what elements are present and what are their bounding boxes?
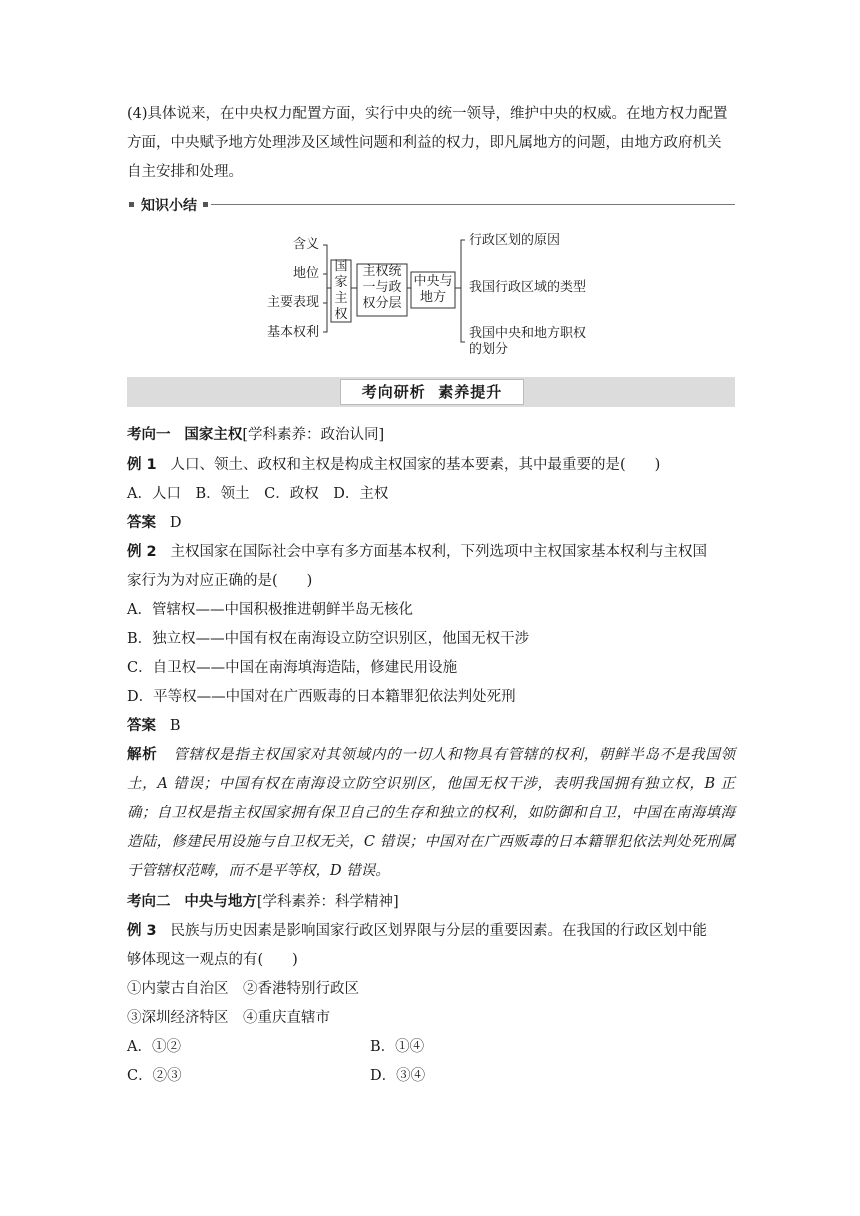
example-2-option-d: D．平等权——中国对在广西贩毒的日本籍罪犯依法判处死刑 bbox=[127, 689, 516, 705]
diagram-right-item: 我国中央和地方职权的划分 bbox=[469, 326, 587, 357]
section-heading-1 bbox=[127, 425, 384, 445]
section-heading-2 bbox=[127, 892, 399, 912]
banner-title bbox=[340, 379, 524, 405]
analysis-text: 管辖权是指主权国家对其领域内的一切人和物具有管辖的权利，朝鲜半岛不是我国领土，A 错误；中国有权在南海设立防空识别区，他国无权干涉，表明我国拥有独立权，B 正确；自卫权是指主权国家拥有保卫自己的生存和独立的权利，如防御和自卫，中国在南海填海造陆，修建民用设施与自卫权无关，C 错误；中国对在广西贩毒的日本籍罪犯依法判处死刑属于管辖权范畴，而不是平等权，D 错误。 bbox=[127, 747, 736, 879]
answer-label: 答案 bbox=[127, 515, 156, 531]
diagram-box-sovereignty: 国家主权 bbox=[334, 259, 348, 322]
diagram-left-item: 主要表现 bbox=[267, 295, 320, 310]
knowledge-summary-header bbox=[127, 195, 735, 215]
square-bullet-icon bbox=[129, 202, 134, 207]
question-text: 主权国家在国际社会中享有多方面基本权利，下列选项中主权国家基本权利与主权国 bbox=[170, 544, 707, 560]
answer-value: D bbox=[169, 515, 182, 531]
answer-label: 答案 bbox=[127, 718, 156, 734]
example-2-question-line-2: 家行为为对应正确的是( ) bbox=[127, 573, 313, 589]
knowledge-summary-diagram bbox=[255, 228, 615, 360]
square-bullet-icon bbox=[203, 202, 208, 207]
example-3-items-line-1: ①内蒙古自治区 ②香港特别行政区 bbox=[127, 981, 359, 997]
example-label: 例 2 bbox=[127, 544, 157, 560]
example-1-answer bbox=[127, 513, 181, 533]
example-3-question-line-2: 够体现这一观点的有( ) bbox=[127, 952, 298, 968]
section-tag: [学科素养：政治认同] bbox=[242, 427, 385, 443]
example-2-question-line-1 bbox=[127, 542, 707, 562]
header-rule bbox=[211, 204, 735, 205]
example-label: 例 3 bbox=[127, 923, 157, 939]
diagram-right-item: 行政区划的原因 bbox=[469, 233, 561, 248]
example-3-option-b: B．①④ bbox=[370, 1039, 425, 1055]
example-1-question bbox=[127, 455, 660, 475]
banner-right: 素养提升 bbox=[438, 383, 503, 401]
diagram-box-central-local: 中央与地方 bbox=[413, 274, 453, 305]
knowledge-summary-title: 知识小结 bbox=[141, 198, 197, 214]
example-2-option-a: A．管辖权——中国积极推进朝鲜半岛无核化 bbox=[127, 602, 413, 618]
example-3-option-d: D．③④ bbox=[370, 1068, 426, 1084]
section-banner bbox=[127, 377, 735, 407]
example-2-analysis bbox=[127, 741, 735, 886]
example-3-option-a: A．①② bbox=[127, 1039, 181, 1055]
question-text: 民族与历史因素是影响国家行政区划界限与分层的重要因素。在我国的行政区划中能 bbox=[170, 923, 707, 939]
section-label: 考向一 bbox=[127, 427, 171, 443]
example-1-options: A．人口 B．领土 C．政权 D．主权 bbox=[127, 486, 389, 502]
section-tag: [学科素养：科学精神] bbox=[256, 894, 399, 910]
analysis-label: 解析 bbox=[127, 747, 158, 763]
diagram-left-item: 含义 bbox=[293, 237, 320, 252]
section-title: 中央与地方 bbox=[184, 894, 257, 910]
diagram-box-unity: 主权统一与政权分层 bbox=[362, 264, 402, 311]
example-2-answer bbox=[127, 716, 180, 736]
intro-paragraph: (4)具体说来，在中央权力配置方面，实行中央的统一领导，维护中央的权威。在地方权力配置方面，中央赋予地方处理涉及区域性问题和利益的权力，即凡属地方的问题，由地方政府机关自主安排和处理。 bbox=[127, 106, 728, 180]
diagram-left-item: 地位 bbox=[293, 266, 320, 281]
banner-left: 考向研析 bbox=[361, 383, 426, 401]
question-text: 人口、领土、政权和主权是构成主权国家的基本要素，其中最重要的是( ) bbox=[170, 457, 661, 473]
example-3-question-line-1 bbox=[127, 921, 707, 941]
example-3-items-line-2: ③深圳经济特区 ④重庆直辖市 bbox=[127, 1010, 330, 1026]
section-label: 考向二 bbox=[127, 894, 171, 910]
example-2-option-c: C．自卫权——中国在南海填海造陆，修建民用设施 bbox=[127, 660, 458, 676]
diagram-left-item: 基本权利 bbox=[267, 325, 320, 340]
diagram-right-item: 我国行政区域的类型 bbox=[469, 280, 587, 295]
example-3-option-c: C．②③ bbox=[127, 1068, 182, 1084]
example-2-option-b: B．独立权——中国有权在南海设立防空识别区，他国无权干涉 bbox=[127, 631, 530, 647]
section-title: 国家主权 bbox=[184, 427, 243, 443]
example-label: 例 1 bbox=[127, 457, 157, 473]
answer-value: B bbox=[169, 718, 181, 734]
